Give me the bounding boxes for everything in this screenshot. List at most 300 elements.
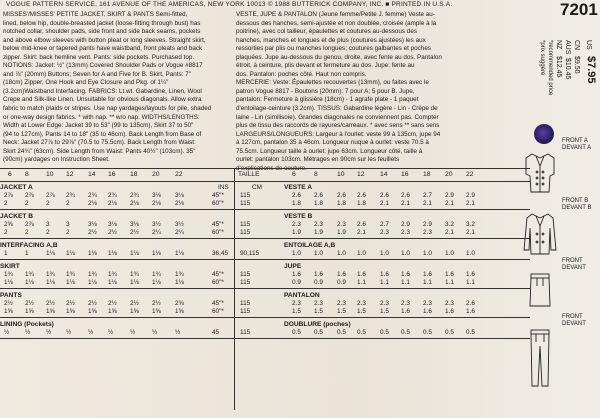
yardage-cell-left: 1⅛ — [88, 279, 97, 286]
english-text-line: and above elbow sleeves with button pleat or long sleeves. Straight skirt, — [3, 36, 206, 44]
yardage-cell-right: 2.3 — [380, 300, 389, 307]
english-text-line: Width at Lower Edge: Jacket 39 to 53" (99 to 135cm), Skirt 37 to 50" — [3, 122, 194, 130]
yardage-cell-right: 1.8 — [337, 200, 346, 207]
yardage-cell-right: 1.0 — [401, 250, 410, 257]
table-rule — [0, 209, 530, 210]
yardage-cell-left: 2½ — [130, 300, 139, 307]
yardage-cell-left: ½ — [66, 329, 72, 336]
fabric-width-right: 115 — [240, 192, 251, 199]
english-text-line: and ⅞" (20mm) Buttons; Seven for A and Five for B. Skirt, Pants: 7" — [3, 70, 191, 78]
yardage-cell-left: 2¾ — [88, 192, 97, 199]
french-text-line: d'entoilage-ceinture (3.2cm). TISSUS: Gabardine légère - Lin - Crêpe de — [236, 105, 438, 113]
yardage-cell-left: 1⅛ — [130, 250, 139, 257]
yardage-cell-left: 2½ — [46, 300, 55, 307]
yardage-cell-right: 0.5 — [423, 329, 432, 336]
yardage-cell-left: 1¾ — [152, 271, 161, 278]
yardage-cell-left: 2⅛ — [152, 200, 161, 207]
yardage-cell-left: 2⅝ — [175, 300, 184, 307]
yardage-cell-left: 2½ — [25, 300, 34, 307]
yardage-cell-left: 2⅛ — [108, 200, 117, 207]
yardage-cell-left: 1¾ — [130, 271, 139, 278]
yardage-cell-left: 2 — [25, 229, 29, 236]
nz-price: $12.45 — [555, 56, 562, 78]
size-header-right: 10 — [337, 171, 345, 178]
fabric-width-right: 90,115 — [240, 250, 260, 257]
english-text-line: (90cm) yardages on Instruction Sheet. — [3, 156, 110, 164]
yardage-cell-left: 3½ — [152, 221, 161, 228]
size-header-right: 20 — [445, 171, 453, 178]
yardage-cell-right: 0.9 — [337, 279, 346, 286]
french-text-line: étroit, à ceinture, plis devant et fermeture au dos. Jupe: fente au — [236, 62, 415, 70]
size-header-left: 10 — [46, 171, 54, 178]
fabric-width-right: 115 — [240, 221, 251, 228]
yardage-cell-left: 1¾ — [4, 271, 13, 278]
section-label-en: JACKET B — [0, 213, 33, 220]
yardage-cell-right: 2.3 — [292, 300, 301, 307]
yardage-cell-right: 2.3 — [401, 229, 410, 236]
yardage-cell-right: 2.6 — [357, 192, 366, 199]
fabric-width-right: 115 — [240, 300, 251, 307]
yardage-cell-right: 1.6 — [466, 271, 475, 278]
yardage-cell-right: 2.1 — [445, 229, 454, 236]
yardage-cell-left: 2½ — [108, 300, 117, 307]
english-text-line: Neck: Jacket 27⅞ to 29⅞" (70.5 to 75.5cm). Back Length from Waist: — [3, 139, 196, 147]
yardage-cell-left: 1¾ — [175, 271, 184, 278]
fabric-width-left: 45"* — [212, 221, 224, 228]
fabric-width-right: 115 — [240, 271, 251, 278]
size-header-left: 12 — [66, 171, 74, 178]
yardage-cell-right: 2.3 — [292, 221, 301, 228]
yardage-cell-left: 1⅛ — [46, 250, 55, 257]
yardage-cell-right: 1.5 — [380, 308, 389, 315]
yardage-cell-right: 3.2 — [466, 221, 475, 228]
yardage-cell-left: 3 — [46, 221, 50, 228]
french-text-line: plus de tissu des raccords de rayures/carreaux. * avec sens ** sans sens — [236, 122, 440, 130]
yardage-cell-left: 1¾ — [66, 271, 75, 278]
french-text-line: LARGEURS/LONGUEURS: Largeur à l'ourlet: veste 99 à 135cm, jupe 94 — [236, 130, 441, 138]
yardage-cell-left: 3⅛ — [152, 192, 161, 199]
yardage-cell-right: 0.5 — [380, 329, 389, 336]
us-price: $7.95 — [585, 56, 597, 84]
french-text-line: à 127cm, pantalon 35 à 46cm. Longueur nuque à ourlet: veste 70.5 à — [236, 139, 429, 147]
yardage-cell-right: 1.0 — [380, 250, 389, 257]
fabric-width-right: 115 — [240, 329, 251, 336]
yardage-cell-right: 2.6 — [337, 192, 346, 199]
units-label-right: CM — [252, 184, 262, 191]
english-text-line: (18cm) Zipper, One Hook and Eye Closure and Pkg. of 1¼" — [3, 79, 169, 87]
yardage-cell-right: 2.9 — [445, 192, 454, 199]
yardage-cell-left: 1⅛ — [130, 279, 139, 286]
yardage-cell-left: 1⅛ — [46, 279, 55, 286]
yardage-cell-left: 2¼ — [152, 229, 161, 236]
yardage-cell-right: 1.6 — [401, 271, 410, 278]
section-label-fr: PANTALON — [284, 292, 320, 299]
yardage-cell-right: 2.1 — [466, 200, 475, 207]
yardage-cell-right: 1.6 — [423, 271, 432, 278]
fabric-width-left: 36,45 — [212, 250, 228, 257]
english-text-line: below mid-knee or tapered pants have waistband, front pleats and back — [3, 45, 203, 53]
figure-label-front-b: FRONT B DEVANT B — [562, 198, 592, 211]
yardage-cell-right: 2.3 — [380, 229, 389, 236]
yardage-cell-right: 2.3 — [357, 300, 366, 307]
yardage-cell-right: 1.9 — [337, 229, 346, 236]
yardage-cell-right: 2.6 — [357, 221, 366, 228]
yardage-cell-left: 2½ — [4, 300, 13, 307]
yardage-cell-right: 2.9 — [423, 221, 432, 228]
yardage-cell-left: 1⅛ — [25, 279, 34, 286]
yardage-cell-right: 0.9 — [292, 279, 301, 286]
yardage-cell-left: 2⅛ — [175, 200, 184, 207]
yardage-cell-right: 1.5 — [314, 308, 323, 315]
figure-label-skirt-front: FRONT DEVANT — [562, 258, 586, 271]
french-text-line: ourlet: pantalon 103cm. Métrages en 90cm sur les feuillets — [236, 156, 400, 164]
publisher-header: VOGUE PATTERN SERVICE, 161 AVENUE OF THE AMERICAS, NEW YORK 10013 © 1988 BUTTERICK COMPANY, INC. ■ PRINTED IN U.S.A. — [6, 1, 453, 8]
yardage-cell-right: 1.1 — [445, 279, 454, 286]
english-text-line: notched collar, shoulder pads, side front and side back seams, pockets — [3, 28, 201, 36]
yardage-cell-right: 1.6 — [466, 308, 475, 315]
recommended-price-note: *recommended price — [547, 40, 553, 96]
yardage-cell-right: 2.1 — [401, 200, 410, 207]
fabric-width-right: 115 — [240, 229, 251, 236]
section-label-en: PANTS — [0, 292, 22, 299]
yardage-cell-right: 1.6 — [380, 271, 389, 278]
yardage-cell-left: 2 — [4, 200, 8, 207]
size-header-right: 16 — [401, 171, 409, 178]
yardage-cell-left: 2½ — [152, 300, 161, 307]
yardage-cell-right: 0.5 — [445, 329, 454, 336]
yardage-cell-right: 1.6 — [423, 308, 432, 315]
english-text-line: or one-way design fabrics. * with nap. ** w/o nap. WIDTHS/LENGTHS: — [3, 113, 200, 121]
yardage-cell-left: 2 — [66, 200, 70, 207]
yardage-cell-right: 2.1 — [466, 229, 475, 236]
section-label-en: INTERFACING A,B — [0, 242, 58, 249]
fabric-width-right: 115 — [240, 308, 251, 315]
yardage-cell-left: 1⅛ — [152, 279, 161, 286]
yardage-cell-left: ½ — [152, 329, 158, 336]
yardage-cell-left: 2¾ — [130, 192, 139, 199]
yardage-cell-right: 2.3 — [423, 300, 432, 307]
french-text-line: hanches, manches et longues et de plus (coutures ajustées) les aux — [236, 36, 426, 44]
yardage-cell-right: 3.2 — [445, 221, 454, 228]
yardage-cell-left: 2⅝ — [4, 221, 13, 228]
yardage-cell-right: 1.9 — [314, 229, 323, 236]
yardage-cell-left: 2⅞ — [25, 221, 34, 228]
taille-label: TAILLE — [238, 171, 260, 178]
yardage-cell-left: 3½ — [175, 221, 184, 228]
yardage-cell-right: 0.5 — [314, 329, 323, 336]
size-header-right: 8 — [314, 171, 318, 178]
yardage-cell-right: 1.6 — [337, 271, 346, 278]
yardage-cell-right: 2.9 — [401, 221, 410, 228]
section-label-fr: VESTE B — [284, 213, 313, 220]
yardage-cell-right: 2.6 — [314, 192, 323, 199]
pattern-number: 7201 — [560, 0, 598, 19]
table-rule — [0, 181, 530, 182]
yardage-cell-left: 2½ — [108, 229, 117, 236]
yardage-cell-left: 1⅝ — [152, 308, 161, 315]
size-header-left: 8 — [25, 171, 29, 178]
yardage-cell-left: 1¾ — [25, 271, 34, 278]
yardage-cell-left: 2¾ — [66, 192, 75, 199]
size-header-right: 12 — [357, 171, 365, 178]
yardage-cell-right: 1.9 — [292, 229, 301, 236]
size-header-right: 22 — [466, 171, 474, 178]
size-header-right: 6 — [292, 171, 296, 178]
yardage-cell-right: 0.5 — [337, 329, 346, 336]
size-header-right: 14 — [380, 171, 388, 178]
yardage-cell-right: 1.1 — [466, 279, 475, 286]
jacket-a-drawing — [520, 150, 560, 194]
yardage-cell-left: 2½ — [88, 300, 97, 307]
size-header-right: 18 — [423, 171, 431, 178]
fabric-width-left: 60"* — [212, 229, 224, 236]
size-header-left: 22 — [175, 171, 183, 178]
fabric-width-left: 60"* — [212, 308, 224, 315]
yardage-cell-right: 1.8 — [314, 200, 323, 207]
table-divider — [234, 168, 235, 410]
yardage-cell-left: 1⅝ — [25, 308, 34, 315]
yardage-cell-right: 1.0 — [314, 250, 323, 257]
yardage-cell-left: ½ — [88, 329, 94, 336]
yardage-cell-right: 1.0 — [466, 250, 475, 257]
yardage-cell-right: 1.6 — [292, 271, 301, 278]
yardage-cell-right: 2.7 — [380, 221, 389, 228]
yardage-cell-left: 2⅛ — [130, 200, 139, 207]
yardage-cell-left: 1⅝ — [46, 308, 55, 315]
yardage-cell-left: 2 — [4, 229, 8, 236]
english-text-line: (94 to 127cm), Pants 14 to 18" (35 to 46cm). Back Length from Base of — [3, 130, 202, 138]
french-text-line: poitrine), avec col tailleur, épaulettes et coutures au-dessous des — [236, 28, 417, 36]
skirt-drawing — [520, 270, 560, 310]
yardage-cell-right: 1.6 — [314, 271, 323, 278]
yardage-cell-left: ½ — [130, 329, 136, 336]
yardage-cell-left: 1⅛ — [66, 279, 75, 286]
english-text-line: zipper. Skirt: back hemline vent. Pants: side pockets. Purchased top. — [3, 53, 195, 61]
yardage-cell-left: 1⅝ — [4, 308, 13, 315]
aus-label: AUS — [564, 40, 571, 55]
yardage-cell-left: 1⅝ — [175, 308, 184, 315]
english-description — [3, 11, 229, 169]
yardage-cell-left: 3⅛ — [108, 221, 117, 228]
yardage-cell-right: 2.3 — [401, 300, 410, 307]
yardage-cell-right: 2.1 — [380, 200, 389, 207]
french-text-line: dos. Pantalon: poches côté. Haut non compris. — [236, 70, 367, 78]
yardage-cell-right: 2.6 — [380, 192, 389, 199]
yardage-cell-right: 2.1 — [445, 200, 454, 207]
yardage-cell-left: 2⅞ — [4, 192, 13, 199]
fabric-width-left: 60"* — [212, 200, 224, 207]
yardage-cell-right: 1.0 — [337, 250, 346, 257]
french-text-line: patron Vogue 8817 - Boutons (20mm): 7 pour A; 5 pour B. Jupe, — [236, 87, 415, 95]
fabric-width-left: 45"* — [212, 300, 224, 307]
yardage-cell-left: 1 — [4, 250, 8, 257]
yardage-cell-right: 2.3 — [337, 300, 346, 307]
yardage-cell-left: 2¾ — [108, 192, 117, 199]
yardage-cell-left: 2½ — [130, 229, 139, 236]
fabric-width-left: 45 — [212, 329, 220, 336]
yardage-cell-left: 1⅛ — [88, 250, 97, 257]
yardage-cell-left: 1⅝ — [88, 308, 97, 315]
yardage-cell-right: 1.6 — [445, 308, 454, 315]
english-text-line: MISSES'/MISSES' PETITE JACKET, SKIRT & PANTS Semi-fitted, — [3, 11, 188, 18]
french-description — [236, 11, 528, 177]
french-text-line: dessous des hanches, semi-ajustée et non doublée, croisée (ample à la — [236, 19, 437, 27]
english-text-line: fabric to match plaids or stripes. Use nap yardages/layouts for pile, shaded — [3, 105, 212, 113]
size-header-left: 14 — [88, 171, 96, 178]
yardage-cell-right: 0.9 — [314, 279, 323, 286]
yardage-cell-right: 1.0 — [357, 250, 366, 257]
aus-price: $10.45 — [564, 58, 571, 80]
yardage-cell-right: 1.8 — [357, 200, 366, 207]
yardage-cell-left: 2⅞ — [46, 192, 55, 199]
figure-label-front-a: FRONT A DEVANT A — [562, 138, 592, 151]
yardage-cell-left: 1¾ — [88, 271, 97, 278]
yardage-cell-left: 1⅝ — [130, 308, 139, 315]
yardage-cell-left: 1¾ — [108, 271, 117, 278]
french-text-line: VESTE, JUPE & PANTALON (Jeune femme/Petite J. femme) Veste au- — [236, 11, 435, 18]
french-text-line: d'explications de couture. — [236, 164, 307, 172]
yardage-cell-right: 2.7 — [423, 192, 432, 199]
cn-price: $9.50 — [573, 56, 580, 74]
section-label-en: SKIRT — [0, 263, 20, 270]
french-text-line: plaquées. Jupe au-dessous du genou, droite, avec fente au dos. Pantalon — [236, 53, 442, 61]
yardage-cell-left: ½ — [175, 329, 181, 336]
section-label-en: LINING (Pockets) — [0, 321, 54, 328]
section-label-fr: ENTOILAGE A,B — [284, 242, 336, 249]
yardage-cell-right: 1.6 — [401, 308, 410, 315]
table-rule — [0, 238, 530, 239]
section-label-fr: VESTE A — [284, 184, 312, 191]
yardage-cell-right: 1.6 — [357, 271, 366, 278]
fabric-width-right: 115 — [240, 200, 251, 207]
english-text-line: (3.2cm)Waistband Interfacing. FABRICS: Lt.wt. Gabardine, Linen, Wool — [3, 87, 202, 95]
section-label-en: JACKET A — [0, 184, 33, 191]
cn-label: CN — [573, 40, 580, 51]
yardage-cell-right: 0.5 — [401, 329, 410, 336]
yardage-cell-left: 1⅝ — [108, 308, 117, 315]
table-rule — [0, 288, 530, 289]
yardage-cell-left: 2 — [25, 200, 29, 207]
prix-suggere-note: *prix suggéré — [539, 40, 545, 76]
table-rule — [0, 317, 530, 318]
french-text-line: 75.5cm. Longueur taille à ourlet: jupe 63cm. Longueur côté, taille à — [236, 147, 423, 155]
yardage-cell-right: 1.1 — [357, 279, 366, 286]
yardage-cell-left: 1¾ — [46, 271, 55, 278]
yardage-cell-right: 2.1 — [423, 200, 432, 207]
yardage-cell-left: ½ — [108, 329, 114, 336]
yardage-cell-right: 0.5 — [292, 329, 301, 336]
yardage-cell-left: 2½ — [66, 300, 75, 307]
yardage-cell-right: 1.5 — [357, 308, 366, 315]
size-header-left: 16 — [108, 171, 116, 178]
english-text-line: Skirt 24¾" (63cm). Side Length from Waist: Pants 40½" (103cm). 35" — [3, 147, 196, 155]
yardage-cell-left: 3⅛ — [175, 192, 184, 199]
yardage-cell-right: 2.6 — [292, 192, 301, 199]
section-label-fr: DOUBLURE (poches) — [284, 321, 351, 328]
yardage-cell-right: 1.0 — [423, 250, 432, 257]
units-label-left: INS — [218, 184, 229, 191]
english-text-line: NOTIONS: Jacket: ½" (13mm) Covered Shoulder Pads or Vogue #8817 — [3, 62, 203, 70]
pants-drawing — [520, 326, 560, 390]
yardage-cell-left: 1⅛ — [66, 250, 75, 257]
size-header-left: 20 — [152, 171, 160, 178]
yardage-cell-left: 2 — [46, 200, 50, 207]
yardage-cell-left: ½ — [4, 329, 10, 336]
yardage-cell-left: 1⅛ — [4, 279, 13, 286]
table-rule — [0, 259, 530, 260]
yardage-cell-right: 0.5 — [466, 329, 475, 336]
french-text-line: pantalon: Fermeture à glissière (18cm) - 1 agrafe plate - 1 paquet — [236, 96, 419, 104]
french-text-line: MERCERIE: Veste: Épaulettes recouvertes (13mm), ou faites avec le — [236, 79, 429, 87]
yardage-cell-left: 1⅝ — [66, 308, 75, 315]
yardage-cell-right: 1.1 — [423, 279, 432, 286]
yardage-cell-right: 1.1 — [380, 279, 389, 286]
yardage-cell-right: 2.3 — [423, 229, 432, 236]
yardage-cell-right: 1.1 — [401, 279, 410, 286]
fabric-width-right: 115 — [240, 279, 251, 286]
us-label: US — [585, 40, 592, 50]
english-text-line: lined, below hip, double-breasted jacket (loose-fitting through bust) has — [3, 19, 201, 27]
yardage-cell-left: 3 — [66, 221, 70, 228]
jacket-b-drawing — [520, 210, 560, 256]
yardage-cell-right: 2.1 — [357, 229, 366, 236]
yardage-cell-right: 1.6 — [445, 271, 454, 278]
yardage-cell-left: 2⅞ — [25, 192, 34, 199]
yardage-cell-left: 2 — [46, 229, 50, 236]
size-header-left: 6 — [8, 171, 12, 178]
yardage-cell-left: 2⅛ — [88, 200, 97, 207]
yardage-cell-right: 2.3 — [314, 221, 323, 228]
yardage-cell-right: 2.3 — [445, 300, 454, 307]
table-rule — [0, 168, 530, 169]
yardage-cell-right: 2.6 — [466, 300, 475, 307]
yardage-cell-right: 2.3 — [314, 300, 323, 307]
size-header-left: 18 — [130, 171, 138, 178]
fabric-width-left: 45"* — [212, 192, 224, 199]
yardage-cell-left: 1⅛ — [152, 250, 161, 257]
english-text-line: Crepe and Silk-like Linen. Unsuitable for obvious diagonals. Allow extra — [3, 96, 202, 104]
yardage-cell-left: ½ — [25, 329, 31, 336]
yardage-cell-left: 3⅛ — [88, 221, 97, 228]
yardage-cell-left: 2 — [66, 229, 70, 236]
yardage-cell-right: 0.5 — [357, 329, 366, 336]
french-text-line: laine - Lin (similisoie). Grandes diagonales ne conviennent pas. Compter — [236, 113, 439, 121]
yardage-cell-right: 2.9 — [466, 192, 475, 199]
yardage-cell-left: 1⅛ — [108, 279, 117, 286]
yardage-cell-left: 2½ — [88, 229, 97, 236]
yardage-cell-right: 1.8 — [292, 200, 301, 207]
yardage-cell-left: 1⅛ — [108, 250, 117, 257]
section-label-fr: JUPE — [284, 263, 302, 270]
figure-label-pants-front: FRONT DEVANT — [562, 314, 586, 327]
yardage-cell-left: 1 — [25, 250, 29, 257]
yardage-cell-right: 2.6 — [401, 192, 410, 199]
yardage-cell-left: 1⅛ — [175, 250, 184, 257]
fabric-width-left: 45"* — [212, 271, 224, 278]
french-text-line: ressorties par plis ou manches longues; coutures galbantes et poches — [236, 45, 431, 53]
yardage-cell-right: 1.0 — [292, 250, 301, 257]
nz-label: NZ — [555, 40, 562, 50]
fabric-width-left: 60"* — [212, 279, 224, 286]
yardage-cell-left: ½ — [46, 329, 52, 336]
yardage-cell-left: 1⅛ — [175, 279, 184, 286]
color-dot — [534, 124, 554, 144]
yardage-cell-right: 2.3 — [337, 221, 346, 228]
yardage-cell-left: 3⅛ — [130, 221, 139, 228]
table-rule — [0, 338, 530, 339]
yardage-cell-left: 2¼ — [175, 229, 184, 236]
yardage-cell-right: 1.5 — [337, 308, 346, 315]
